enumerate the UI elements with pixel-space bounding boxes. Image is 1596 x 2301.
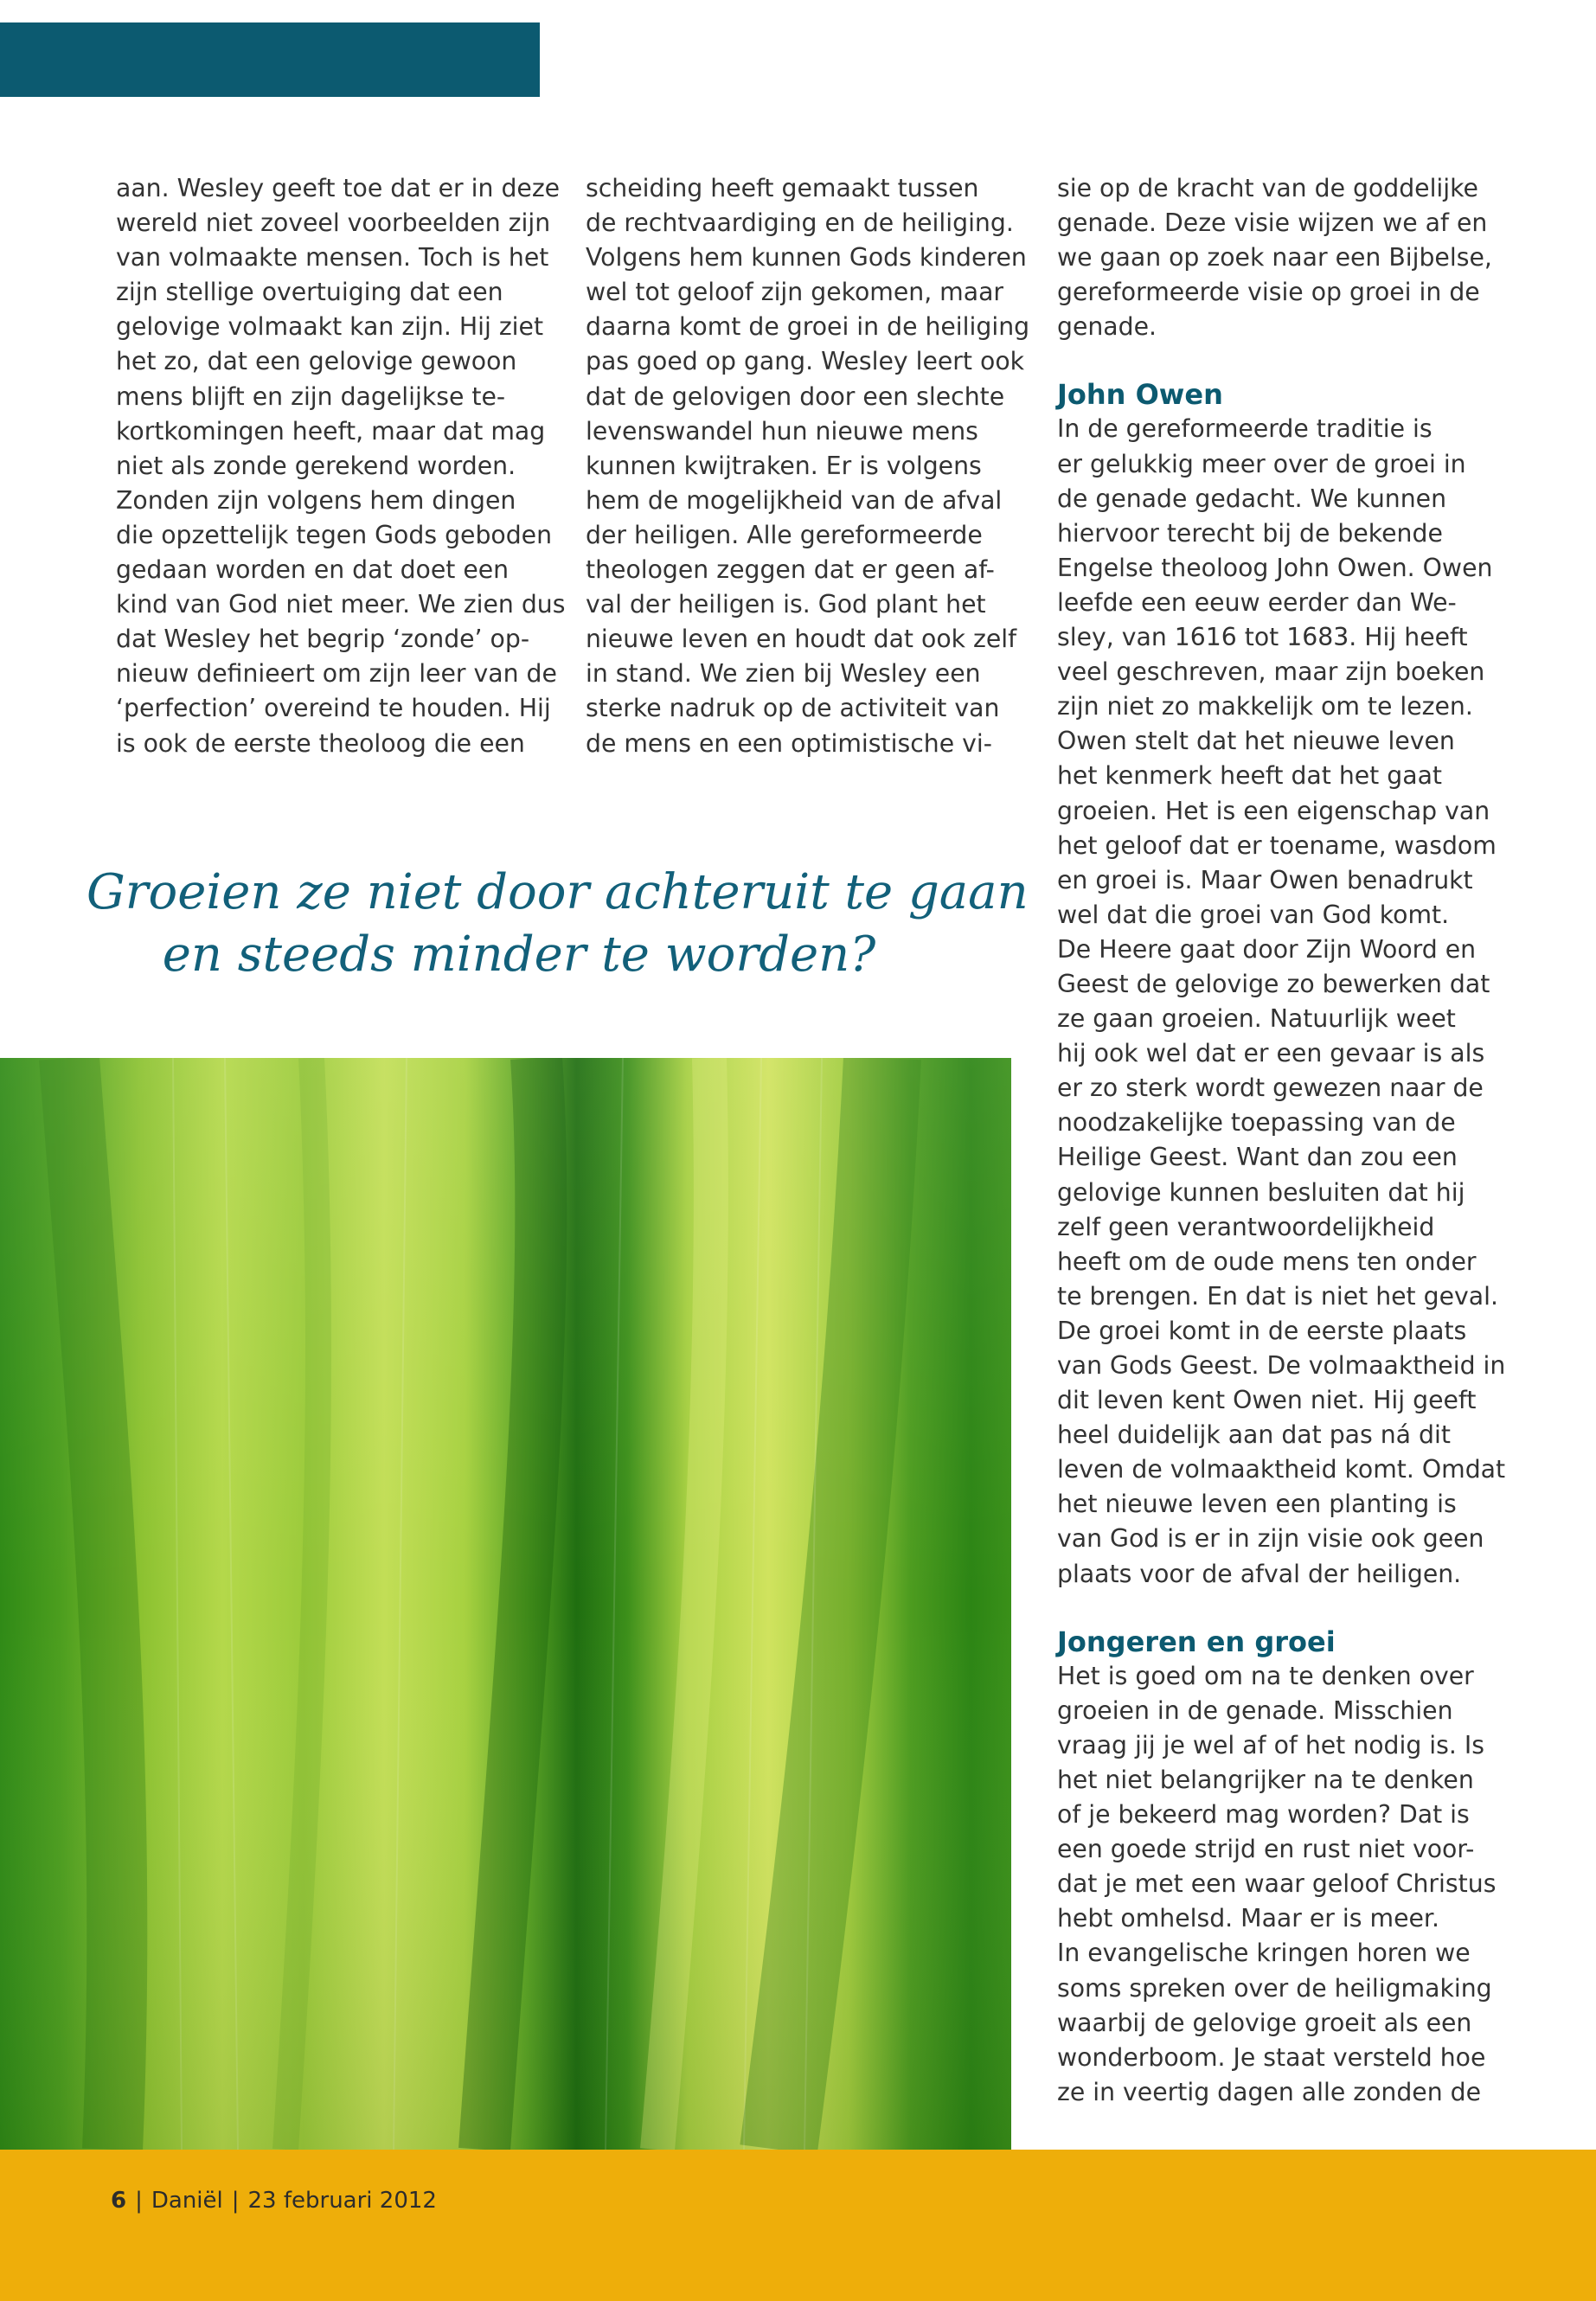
text-line: kunnen kwijtraken. Er is volgens [586, 451, 982, 480]
text-line: kortkomingen heeft, maar dat mag [116, 416, 546, 445]
publication-date: 23 februari 2012 [247, 2188, 437, 2214]
text-line: der heiligen. Alle gereformeerde [586, 520, 983, 549]
publication-name: Daniël [151, 2188, 223, 2214]
text-line: plaats voor de afval der heiligen. [1057, 1559, 1462, 1588]
text-line: ‘perfection’ overeind te houden. Hij [116, 694, 551, 723]
text-line: die opzettelijk tegen Gods geboden [116, 520, 553, 549]
text-line: pas goed op gang. Wesley leert ook [586, 347, 1025, 376]
text-line: hem de mogelijkheid van de afval [586, 485, 1003, 515]
pull-quote-line-1: Groeien ze niet door achteruit te gaan [87, 864, 1029, 920]
text-line: groeien in de genade. Misschien [1057, 1695, 1453, 1725]
text-line: waarbij de gelovige groeit als een [1057, 2008, 1472, 2037]
text-line: een goede strijd en rust niet voor- [1057, 1835, 1475, 1864]
text-line: dit leven kent Owen niet. Hij geeft [1057, 1386, 1477, 1415]
text-line: scheiding heeft gemaakt tussen [586, 174, 979, 202]
footer-info [111, 2187, 437, 2214]
text-line: soms spreken over de heiligmaking [1057, 1973, 1492, 2003]
leaf-image [0, 1058, 1011, 2150]
leaf-photo [0, 1058, 1011, 2150]
page-number: 6 [111, 2188, 127, 2214]
text-line: het niet belangrijker na te denken [1057, 1765, 1474, 1794]
text-line: heel duidelijk aan dat pas ná dit [1057, 1420, 1451, 1450]
section-heading-john-owen: John Owen [1057, 378, 1223, 412]
text-line: vraag jij je wel af of het nodig is. Is [1057, 1730, 1484, 1759]
paragraph-gap [1057, 1592, 1507, 1625]
text-line: wonderboom. Je staat versteld hoe [1057, 2042, 1486, 2072]
text-line: wereld niet zoveel voorbeelden zijn [116, 208, 551, 238]
paragraph-gap [1057, 344, 1507, 377]
footer-separator: | [231, 2188, 240, 2214]
text-line: er zo sterk wordt gewezen naar de [1057, 1074, 1484, 1103]
text-line: genade. Deze visie wijzen we af en [1057, 208, 1488, 238]
text-line: Heilige Geest. Want dan zou een [1057, 1143, 1458, 1172]
text-line: mens blijft en zijn dagelijkse te- [116, 381, 506, 411]
text-line: Owen stelt dat het nieuwe leven [1057, 727, 1455, 756]
text-line: nieuwe leven en houdt dat ook zelf [586, 625, 1017, 654]
text-line: sterke nadruk op de activiteit van [586, 694, 1000, 723]
text-line: Volgens hem kunnen Gods kinderen [586, 243, 1027, 272]
text-line: noodzakelijke toepassing van de [1057, 1108, 1456, 1138]
text-line: sley, van 1616 tot 1683. Hij heeft [1057, 623, 1468, 652]
text-line: van volmaakte mensen. Toch is het [116, 243, 549, 272]
text-line: van God is er in zijn visie ook geen [1057, 1524, 1484, 1554]
text-line: zelf geen verantwoordelijkheid [1057, 1212, 1435, 1241]
text-line: het kenmerk heeft dat het gaat [1057, 761, 1443, 791]
text-line: sie op de kracht van de goddelijke [1057, 174, 1478, 202]
text-line: In evangelische kringen horen we [1057, 1939, 1471, 1968]
text-line: de genade gedacht. We kunnen [1057, 484, 1447, 513]
text-line: dat je met een waar geloof Christus [1057, 1869, 1497, 1899]
text-line: hiervoor terecht bij de bekende [1057, 518, 1443, 548]
text-line: ze gaan groeien. Natuurlijk weet [1057, 1004, 1456, 1034]
text-line: het zo, dat een gelovige gewoon [116, 347, 517, 376]
text-line: in stand. We zien bij Wesley een [586, 659, 981, 689]
article-column-2 [586, 171, 1030, 761]
pull-quote-line-2: en steeds minder te worden? [162, 926, 876, 983]
pull-quote [87, 862, 1029, 986]
text-line: daarna komt de groei in de heiliging [586, 312, 1030, 342]
text-line: Engelse theoloog John Owen. Owen [1057, 553, 1493, 582]
text-line: Zonden zijn volgens hem dingen [116, 485, 516, 515]
text-line: de mens en een optimistische vi- [586, 728, 992, 758]
text-line: Het is goed om na te denken over [1057, 1661, 1474, 1690]
text-line: wel tot geloof zijn gekomen, maar [586, 278, 1004, 307]
text-line: niet als zonde gerekend worden. [116, 451, 516, 480]
footer-bar [0, 2150, 1596, 2301]
text-line: wel dat die groei van God komt. [1057, 900, 1450, 929]
text-line: nieuw definieert om zijn leer van de [116, 659, 557, 689]
text-line: en groei is. Maar Owen benadrukt [1057, 865, 1473, 894]
text-line: In de gereformeerde traditie is [1057, 414, 1433, 444]
text-line: dat de gelovigen door een slechte [586, 381, 1005, 411]
text-line: leven de volmaaktheid komt. Omdat [1057, 1455, 1506, 1484]
text-line: gelovige volmaakt kan zijn. Hij ziet [116, 312, 544, 342]
text-line: gelovige kunnen besluiten dat hij [1057, 1177, 1465, 1207]
text-line: genade. [1057, 312, 1157, 342]
text-line: groeien. Het is een eigenschap van [1057, 796, 1490, 825]
text-line: er gelukkig meer over de groei in [1057, 449, 1466, 478]
text-line: gereformeerde visie op groei in de [1057, 278, 1480, 307]
text-line: het geloof dat er toename, wasdom [1057, 830, 1497, 860]
text-line: ze in veertig dagen alle zonden de [1057, 2077, 1482, 2106]
text-line: hij ook wel dat er een gevaar is als [1057, 1039, 1485, 1068]
text-line: zijn niet zo makkelijk om te lezen. [1057, 692, 1473, 721]
text-line: we gaan op zoek naar een Bijbelse, [1057, 243, 1492, 272]
text-line: gedaan worden en dat doet een [116, 555, 510, 585]
text-line: veel geschreven, maar zijn boeken [1057, 657, 1485, 687]
text-line: Geest de gelovige zo bewerken dat [1057, 969, 1490, 998]
text-line: heeft om de oude mens ten onder [1057, 1247, 1477, 1276]
text-line: te brengen. En dat is niet het geval. [1057, 1281, 1498, 1311]
text-line: val der heiligen is. God plant het [586, 590, 986, 619]
text-line: aan. Wesley geeft toe dat er in deze [116, 174, 561, 202]
text-line: hebt omhelsd. Maar er is meer. [1057, 1904, 1439, 1933]
text-line: theologen zeggen dat er geen af- [586, 555, 995, 585]
text-line: kind van God niet meer. We zien dus [116, 590, 566, 619]
text-line: De Heere gaat door Zijn Woord en [1057, 934, 1477, 964]
text-line: zijn stellige overtuiging dat een [116, 278, 503, 307]
text-line: de rechtvaardiging en de heiliging. [586, 208, 1014, 238]
text-line: levenswandel hun nieuwe mens [586, 416, 978, 445]
section-heading-jongeren-en-groei: Jongeren en groei [1057, 1625, 1336, 1658]
text-line: De groei komt in de eerste plaats [1057, 1316, 1467, 1345]
text-line: van Gods Geest. De volmaaktheid in [1057, 1351, 1506, 1380]
text-line: of je bekeerd mag worden? Dat is [1057, 1800, 1470, 1830]
article-column-1 [116, 171, 566, 761]
article-column-3 [1057, 171, 1507, 2110]
text-line: het nieuwe leven een planting is [1057, 1490, 1457, 1519]
text-line: leefde een eeuw eerder dan We- [1057, 587, 1457, 617]
top-color-bar [0, 22, 540, 97]
footer-separator: | [135, 2188, 143, 2214]
text-line: dat Wesley het begrip ‘zonde’ op- [116, 625, 530, 654]
text-line: is ook de eerste theoloog die een [116, 728, 525, 758]
